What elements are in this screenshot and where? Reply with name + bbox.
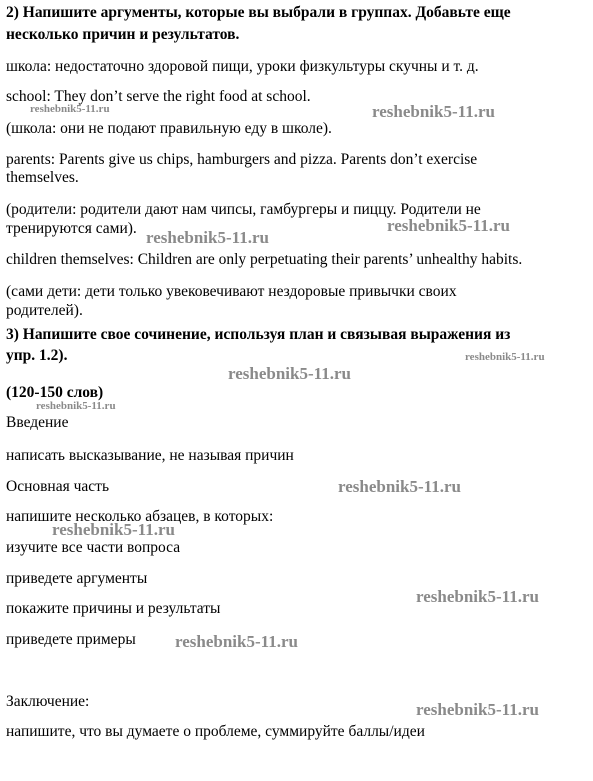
children-translation-line2: родителей). <box>6 302 83 319</box>
section2-heading-line2: несколько причин и результатов. <box>6 26 240 43</box>
word-count-label: (120-150 слов) <box>6 384 104 401</box>
outline-item: приведете аргументы <box>6 570 148 587</box>
watermark: reshebnik5-11.ru <box>146 228 269 247</box>
watermark: reshebnik5-11.ru <box>387 216 510 235</box>
watermark: reshebnik5-11.ru <box>416 587 539 606</box>
outline-item: Основная часть <box>6 478 110 495</box>
watermark: reshebnik5-11.ru <box>175 632 298 651</box>
watermark: reshebnik5-11.ru <box>36 400 116 412</box>
outline-item: Введение <box>6 414 69 431</box>
school-english-text: school: They don’t serve the right food at school. <box>6 88 311 105</box>
section3-heading-line1: 3) Напишите свое сочинение, используя план и связывая выражения из <box>6 326 511 343</box>
watermark: reshebnik5-11.ru <box>372 102 495 121</box>
watermark: reshebnik5-11.ru <box>228 364 351 383</box>
parents-translation-line2: тренируются сами). <box>6 220 137 237</box>
children-translation-line1: (сами дети: дети только увековечивают нездоровые привычки своих <box>6 283 457 300</box>
outline-item: напишите несколько абзацев, в которых: <box>6 508 274 525</box>
outline-item: изучите все части вопроса <box>6 539 181 556</box>
parents-english-line2: themselves. <box>6 169 79 186</box>
watermark: reshebnik5-11.ru <box>416 700 539 719</box>
parents-english-line1: parents: Parents give us chips, hamburgers and pizza. Parents don’t exercise <box>6 151 478 168</box>
watermark: reshebnik5-11.ru <box>338 477 461 496</box>
parents-translation-line1: (родители: родители дают нам чипсы, гамбургеры и пиццу. Родители не <box>6 201 481 218</box>
watermark: reshebnik5-11.ru <box>52 520 175 539</box>
outline-item: покажите причины и результаты <box>6 600 221 617</box>
children-english-text: children themselves: Children are only perpetuating their parents’ unhealthy habits. <box>6 251 523 268</box>
school-translation-text: (школа: они не подают правильную еду в школе). <box>6 120 332 137</box>
school-russian-text: школа: недостаточно здоровой пищи, уроки физкультуры скучны и т. д. <box>6 58 479 75</box>
outline-item: Заключение: <box>6 693 90 710</box>
outline-item: приведете примеры <box>6 631 136 648</box>
outline-item: напишите, что вы думаете о проблеме, суммируйте баллы/идеи <box>6 723 425 740</box>
section3-heading-line2: упр. 1.2). <box>6 347 68 364</box>
watermark: reshebnik5-11.ru <box>465 351 545 363</box>
watermark: reshebnik5-11.ru <box>30 103 110 115</box>
outline-item: написать высказывание, не называя причин <box>6 447 294 464</box>
section2-heading-line1: 2) Напишите аргументы, которые вы выбрали в группах. Добавьте еще <box>6 4 511 21</box>
